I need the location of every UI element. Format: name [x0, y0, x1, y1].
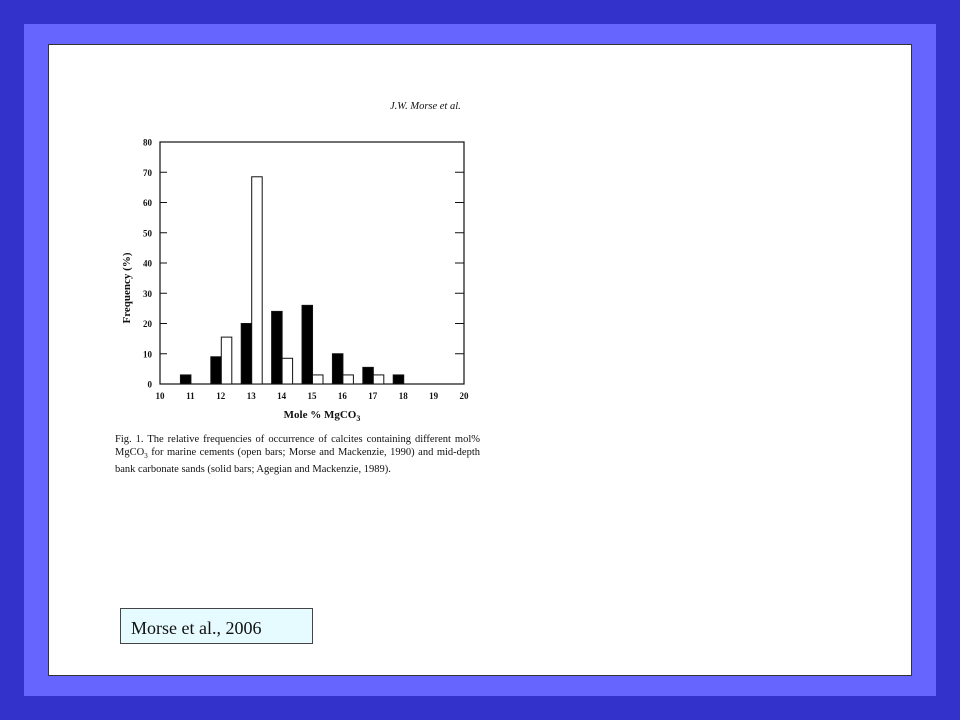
- solid-bar-13: [241, 324, 252, 385]
- citation-box: [120, 608, 313, 644]
- solid-bar-18: [393, 375, 404, 384]
- y-tick-label-60: 60: [143, 198, 152, 208]
- open-bar-14: [282, 358, 293, 384]
- x-tick-label-16: 16: [337, 391, 347, 401]
- solid-bar-12: [211, 357, 222, 384]
- y-tick-label-50: 50: [143, 228, 152, 239]
- frequency-bar-chart: [100, 125, 500, 425]
- y-tick-label-0: 0: [147, 379, 152, 390]
- x-tick-label-14: 14: [277, 391, 287, 401]
- open-bar-15: [313, 375, 324, 384]
- y-tick-label-20: 20: [143, 319, 152, 329]
- x-axis-label-subscript: 3: [356, 414, 361, 423]
- open-bar-17: [373, 375, 384, 384]
- solid-bar-14: [272, 311, 283, 384]
- caption-text-part2: for marine cements (open bars; Morse and Mackenzie, 1990) and mid-depth bank carbonate sands (solid bars; Agegian and Mackenzie, 1989).: [115, 447, 480, 476]
- x-tick-label-18: 18: [398, 391, 408, 401]
- open-bar-12: [221, 337, 232, 384]
- x-tick-label-19: 19: [429, 391, 439, 401]
- x-axis-label: Mole % MgCO$_3$: [283, 409, 361, 423]
- x-tick-label-17: 17: [368, 391, 378, 401]
- caption-subscript: 3: [144, 452, 148, 461]
- x-tick-label-20: 20: [459, 391, 469, 401]
- solid-bar-15: [302, 305, 313, 384]
- x-tick-label-10: 10: [155, 391, 165, 401]
- caption-text-part1: Fig. 1. The relative frequencies of occurrence of calcites containing different mol% MgCO: [115, 434, 480, 458]
- open-bar-16: [343, 375, 354, 384]
- y-tick-label-80: 80: [143, 137, 152, 148]
- open-bar-13: [252, 177, 263, 384]
- solid-bar-16: [332, 354, 343, 384]
- solid-bar-11: [180, 375, 191, 384]
- y-axis-label: Frequency (%): [121, 252, 133, 324]
- x-tick-label-15: 15: [307, 391, 317, 401]
- y-tick-label-10: 10: [143, 349, 152, 360]
- x-tick-label-11: 11: [186, 391, 195, 401]
- figure-header-reference: J.W. Morse et al.: [390, 101, 461, 112]
- citation-text: Morse et al., 2006: [131, 618, 262, 638]
- y-tick-label-70: 70: [143, 167, 152, 178]
- solid-bar-17: [363, 367, 374, 384]
- y-tick-label-40: 40: [143, 258, 152, 269]
- x-tick-label-12: 12: [216, 391, 226, 401]
- x-tick-label-13: 13: [246, 391, 256, 401]
- figure-caption: [115, 433, 480, 476]
- y-tick-label-30: 30: [143, 288, 152, 299]
